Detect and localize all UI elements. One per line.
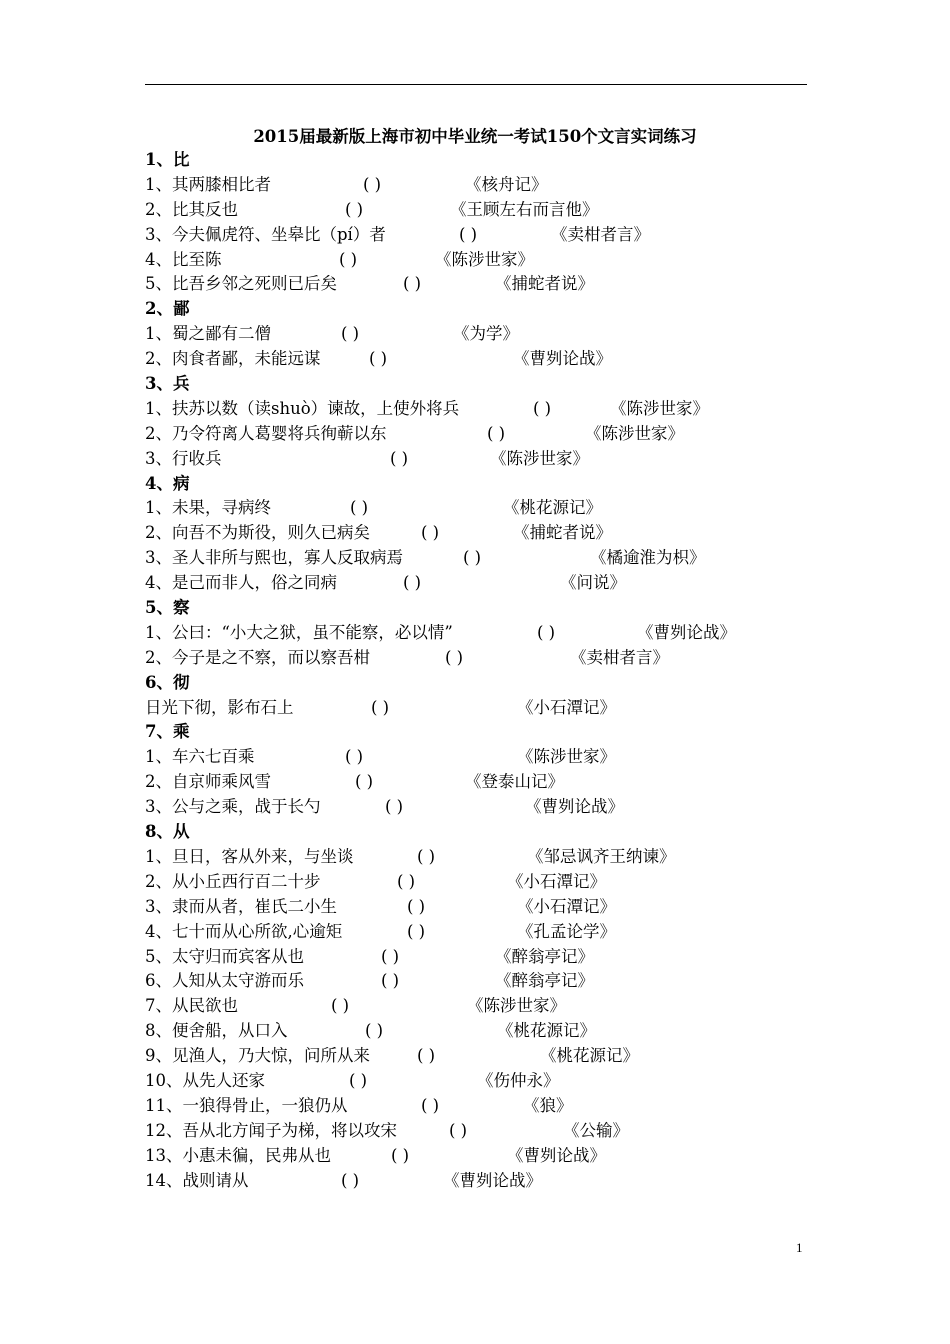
exercise-item — [145, 1044, 825, 1069]
item-source: 《桃花源记》 — [503, 498, 602, 518]
item-sentence: 4、是己而非人，俗之同病 — [145, 573, 337, 593]
item-sentence: 7、从民欲也 — [145, 996, 238, 1016]
answer-blank[interactable]: ( ) — [445, 647, 464, 667]
exercise-item — [145, 895, 825, 920]
exercise-item — [145, 994, 825, 1019]
item-source: 《陈涉世家》 — [585, 423, 684, 443]
answer-blank[interactable]: ( ) — [407, 921, 426, 941]
exercise-item — [145, 945, 825, 970]
section-heading — [145, 671, 825, 696]
exercise-item — [145, 322, 825, 347]
answer-blank[interactable]: ( ) — [371, 697, 390, 717]
item-source: 《公输》 — [563, 1120, 629, 1140]
item-source: 《桃花源记》 — [497, 1021, 596, 1041]
item-source: 《卖柑者言》 — [570, 647, 669, 667]
item-sentence: 13、小惠未徧，民弗从也 — [145, 1145, 331, 1165]
exercise-item — [145, 1119, 825, 1144]
answer-blank[interactable]: ( ) — [421, 1095, 440, 1115]
item-source: 《狼》 — [523, 1095, 573, 1115]
section-heading-text: 1、比 — [145, 150, 190, 169]
item-source: 《为学》 — [453, 324, 519, 344]
item-sentence: 日光下彻，影布石上 — [145, 697, 294, 717]
answer-blank[interactable]: ( ) — [417, 846, 436, 866]
section-heading — [145, 596, 825, 621]
item-source: 《卖柑者言》 — [551, 224, 650, 244]
exercise-item — [145, 248, 825, 273]
item-sentence: 1、蜀之鄙有二僧 — [145, 324, 271, 344]
answer-blank[interactable]: ( ) — [341, 1170, 360, 1190]
page-title: 2015届最新版上海市初中毕业统一考试150个文言实词练习 — [253, 127, 697, 146]
exercise-item — [145, 521, 825, 546]
answer-blank[interactable]: ( ) — [417, 1046, 436, 1066]
exercise-item — [145, 646, 825, 671]
section-heading — [145, 297, 825, 322]
item-sentence: 1、其两膝相比者 — [145, 174, 271, 194]
item-source: 《邹忌讽齐王纳谏》 — [527, 846, 676, 866]
item-sentence: 2、肉食者鄙，未能远谋 — [145, 349, 321, 369]
item-source: 《核舟记》 — [465, 174, 548, 194]
answer-blank[interactable]: ( ) — [381, 971, 400, 991]
item-source: 《登泰山记》 — [465, 772, 564, 792]
item-source: 《陈涉世家》 — [467, 996, 566, 1016]
item-sentence: 5、太守归而宾客从也 — [145, 946, 304, 966]
item-sentence: 4、七十而从心所欲,心逾矩 — [145, 921, 343, 941]
section-heading-text: 6、彻 — [145, 672, 190, 692]
exercise-item — [145, 1019, 825, 1044]
exercise-item — [145, 1169, 825, 1194]
item-source: 《小石潭记》 — [517, 697, 616, 717]
exercise-item — [145, 173, 825, 198]
answer-blank[interactable]: ( ) — [391, 1145, 410, 1165]
item-source: 《小石潭记》 — [507, 871, 606, 891]
item-source: 《陈涉世家》 — [610, 398, 709, 418]
item-source: 《曹刿论战》 — [637, 622, 736, 642]
section-heading-text: 5、察 — [145, 598, 190, 618]
item-source: 《桃花源记》 — [540, 1046, 639, 1066]
exercise-item — [145, 770, 825, 795]
section-heading-text: 4、病 — [145, 473, 190, 493]
item-sentence: 2、从小丘西行百二十步 — [145, 871, 321, 891]
answer-blank[interactable]: ( ) — [390, 448, 409, 468]
section-heading — [145, 372, 825, 397]
exercise-item — [145, 1069, 825, 1094]
item-sentence: 1、公曰：“小大之狱，虽不能察，必以情” — [145, 622, 453, 642]
page-number: 1 — [796, 1240, 803, 1255]
section-heading — [145, 720, 825, 745]
exercise-item — [145, 422, 825, 447]
exercise-item — [145, 845, 825, 870]
exercise-item — [145, 969, 825, 994]
item-sentence: 2、向吾不为斯役，则久已病矣 — [145, 523, 370, 543]
item-sentence: 4、比至陈 — [145, 249, 222, 269]
answer-blank[interactable]: ( ) — [463, 548, 482, 568]
item-sentence: 2、今子是之不察，而以察吾柑 — [145, 647, 370, 667]
exercise-item — [145, 397, 825, 422]
answer-blank[interactable]: ( ) — [407, 896, 426, 916]
exercise-item — [145, 272, 825, 297]
answer-blank[interactable]: ( ) — [449, 1120, 468, 1140]
section-heading — [145, 472, 825, 497]
answer-blank[interactable]: ( ) — [349, 1070, 368, 1090]
section-heading-text: 3、兵 — [145, 374, 190, 394]
answer-blank[interactable]: ( ) — [421, 523, 440, 543]
item-source: 《问说》 — [560, 573, 626, 593]
item-source: 《橘逾淮为枳》 — [590, 548, 706, 568]
answer-blank[interactable]: ( ) — [341, 324, 360, 344]
item-sentence: 2、自京师乘风雪 — [145, 772, 271, 792]
item-source: 《醉翁亭记》 — [495, 971, 594, 991]
exercise-item — [145, 696, 825, 721]
item-source: 《伤仲永》 — [477, 1070, 560, 1090]
item-sentence: 1、未果，寻病终 — [145, 498, 271, 518]
answer-blank[interactable]: ( ) — [397, 871, 416, 891]
answer-blank[interactable]: ( ) — [350, 498, 369, 518]
exercise-item — [145, 621, 825, 646]
section-heading-text: 7、乘 — [145, 722, 190, 742]
answer-blank[interactable]: ( ) — [369, 349, 388, 369]
answer-blank[interactable]: ( ) — [345, 199, 364, 219]
answer-blank[interactable]: ( ) — [345, 747, 364, 767]
exercise-item — [145, 745, 825, 770]
exercise-item — [145, 1094, 825, 1119]
item-source: 《曹刿论战》 — [443, 1170, 542, 1190]
item-sentence: 1、扶苏以数（读shuò）谏故，上使外将兵 — [145, 398, 460, 418]
exercise-item — [145, 496, 825, 521]
answer-blank[interactable]: ( ) — [533, 398, 552, 418]
item-source: 《孔孟论学》 — [517, 921, 616, 941]
answer-blank[interactable]: ( ) — [331, 996, 350, 1016]
item-sentence: 14、战则请从 — [145, 1170, 249, 1190]
exercise-list — [145, 148, 825, 1193]
exercise-item — [145, 198, 825, 223]
section-heading-text: 2、鄙 — [145, 299, 190, 319]
item-sentence: 3、圣人非所与熙也，寡人反取病焉 — [145, 548, 403, 568]
exercise-item — [145, 571, 825, 596]
answer-blank[interactable]: ( ) — [339, 249, 358, 269]
exercise-item — [145, 223, 825, 248]
item-sentence: 11、一狼得骨止，一狼仍从 — [145, 1095, 348, 1115]
answer-blank[interactable]: ( ) — [403, 573, 422, 593]
exercise-item — [145, 447, 825, 472]
exercise-item — [145, 870, 825, 895]
answer-blank[interactable]: ( ) — [365, 1021, 384, 1041]
section-heading-text: 8、从 — [145, 822, 190, 842]
answer-blank[interactable]: ( ) — [381, 946, 400, 966]
answer-blank[interactable]: ( ) — [363, 174, 382, 194]
item-sentence: 3、今夫佩虎符、坐皋比（pí）者 — [145, 224, 386, 244]
item-source: 《王顾左右而言他》 — [450, 199, 599, 219]
exercise-item — [145, 795, 825, 820]
item-sentence: 3、公与之乘，战于长勺 — [145, 797, 321, 817]
answer-blank[interactable]: ( ) — [355, 772, 374, 792]
section-heading — [145, 820, 825, 845]
exercise-item — [145, 546, 825, 571]
exercise-item — [145, 920, 825, 945]
section-heading — [145, 148, 825, 173]
item-source: 《醉翁亭记》 — [495, 946, 594, 966]
item-source: 《小石潭记》 — [517, 896, 616, 916]
answer-blank[interactable]: ( ) — [403, 274, 422, 294]
item-source: 《捕蛇者说》 — [495, 274, 594, 294]
item-source: 《曹刿论战》 — [507, 1145, 606, 1165]
item-sentence: 10、从先人还家 — [145, 1070, 265, 1090]
item-source: 《曹刿论战》 — [525, 797, 624, 817]
answer-blank[interactable]: ( ) — [487, 423, 506, 443]
item-source: 《曹刿论战》 — [513, 349, 612, 369]
item-sentence: 5、比吾乡邻之死则已后矣 — [145, 274, 337, 294]
item-source: 《陈涉世家》 — [490, 448, 589, 468]
item-sentence: 1、旦日，客从外来，与坐谈 — [145, 846, 354, 866]
item-source: 《陈涉世家》 — [435, 249, 534, 269]
item-sentence: 1、车六七百乘 — [145, 747, 255, 767]
item-source: 《陈涉世家》 — [517, 747, 616, 767]
item-sentence: 3、行收兵 — [145, 448, 222, 468]
item-sentence: 2、乃令符离人葛婴将兵徇蕲以东 — [145, 423, 387, 443]
header-rule — [145, 84, 807, 85]
item-source: 《捕蛇者说》 — [513, 523, 612, 543]
answer-blank[interactable]: ( ) — [385, 797, 404, 817]
item-sentence: 6、人知从太守游而乐 — [145, 971, 304, 991]
item-sentence: 3、隶而从者，崔氏二小生 — [145, 896, 337, 916]
exercise-item — [145, 1144, 825, 1169]
item-sentence: 8、便舍船，从口入 — [145, 1021, 288, 1041]
item-sentence: 9、见渔人，乃大惊，问所从来 — [145, 1046, 370, 1066]
answer-blank[interactable]: ( ) — [459, 224, 478, 244]
exercise-item — [145, 347, 825, 372]
answer-blank[interactable]: ( ) — [537, 622, 556, 642]
item-sentence: 12、吾从北方闻子为梯，将以攻宋 — [145, 1120, 397, 1140]
item-sentence: 2、比其反也 — [145, 199, 238, 219]
